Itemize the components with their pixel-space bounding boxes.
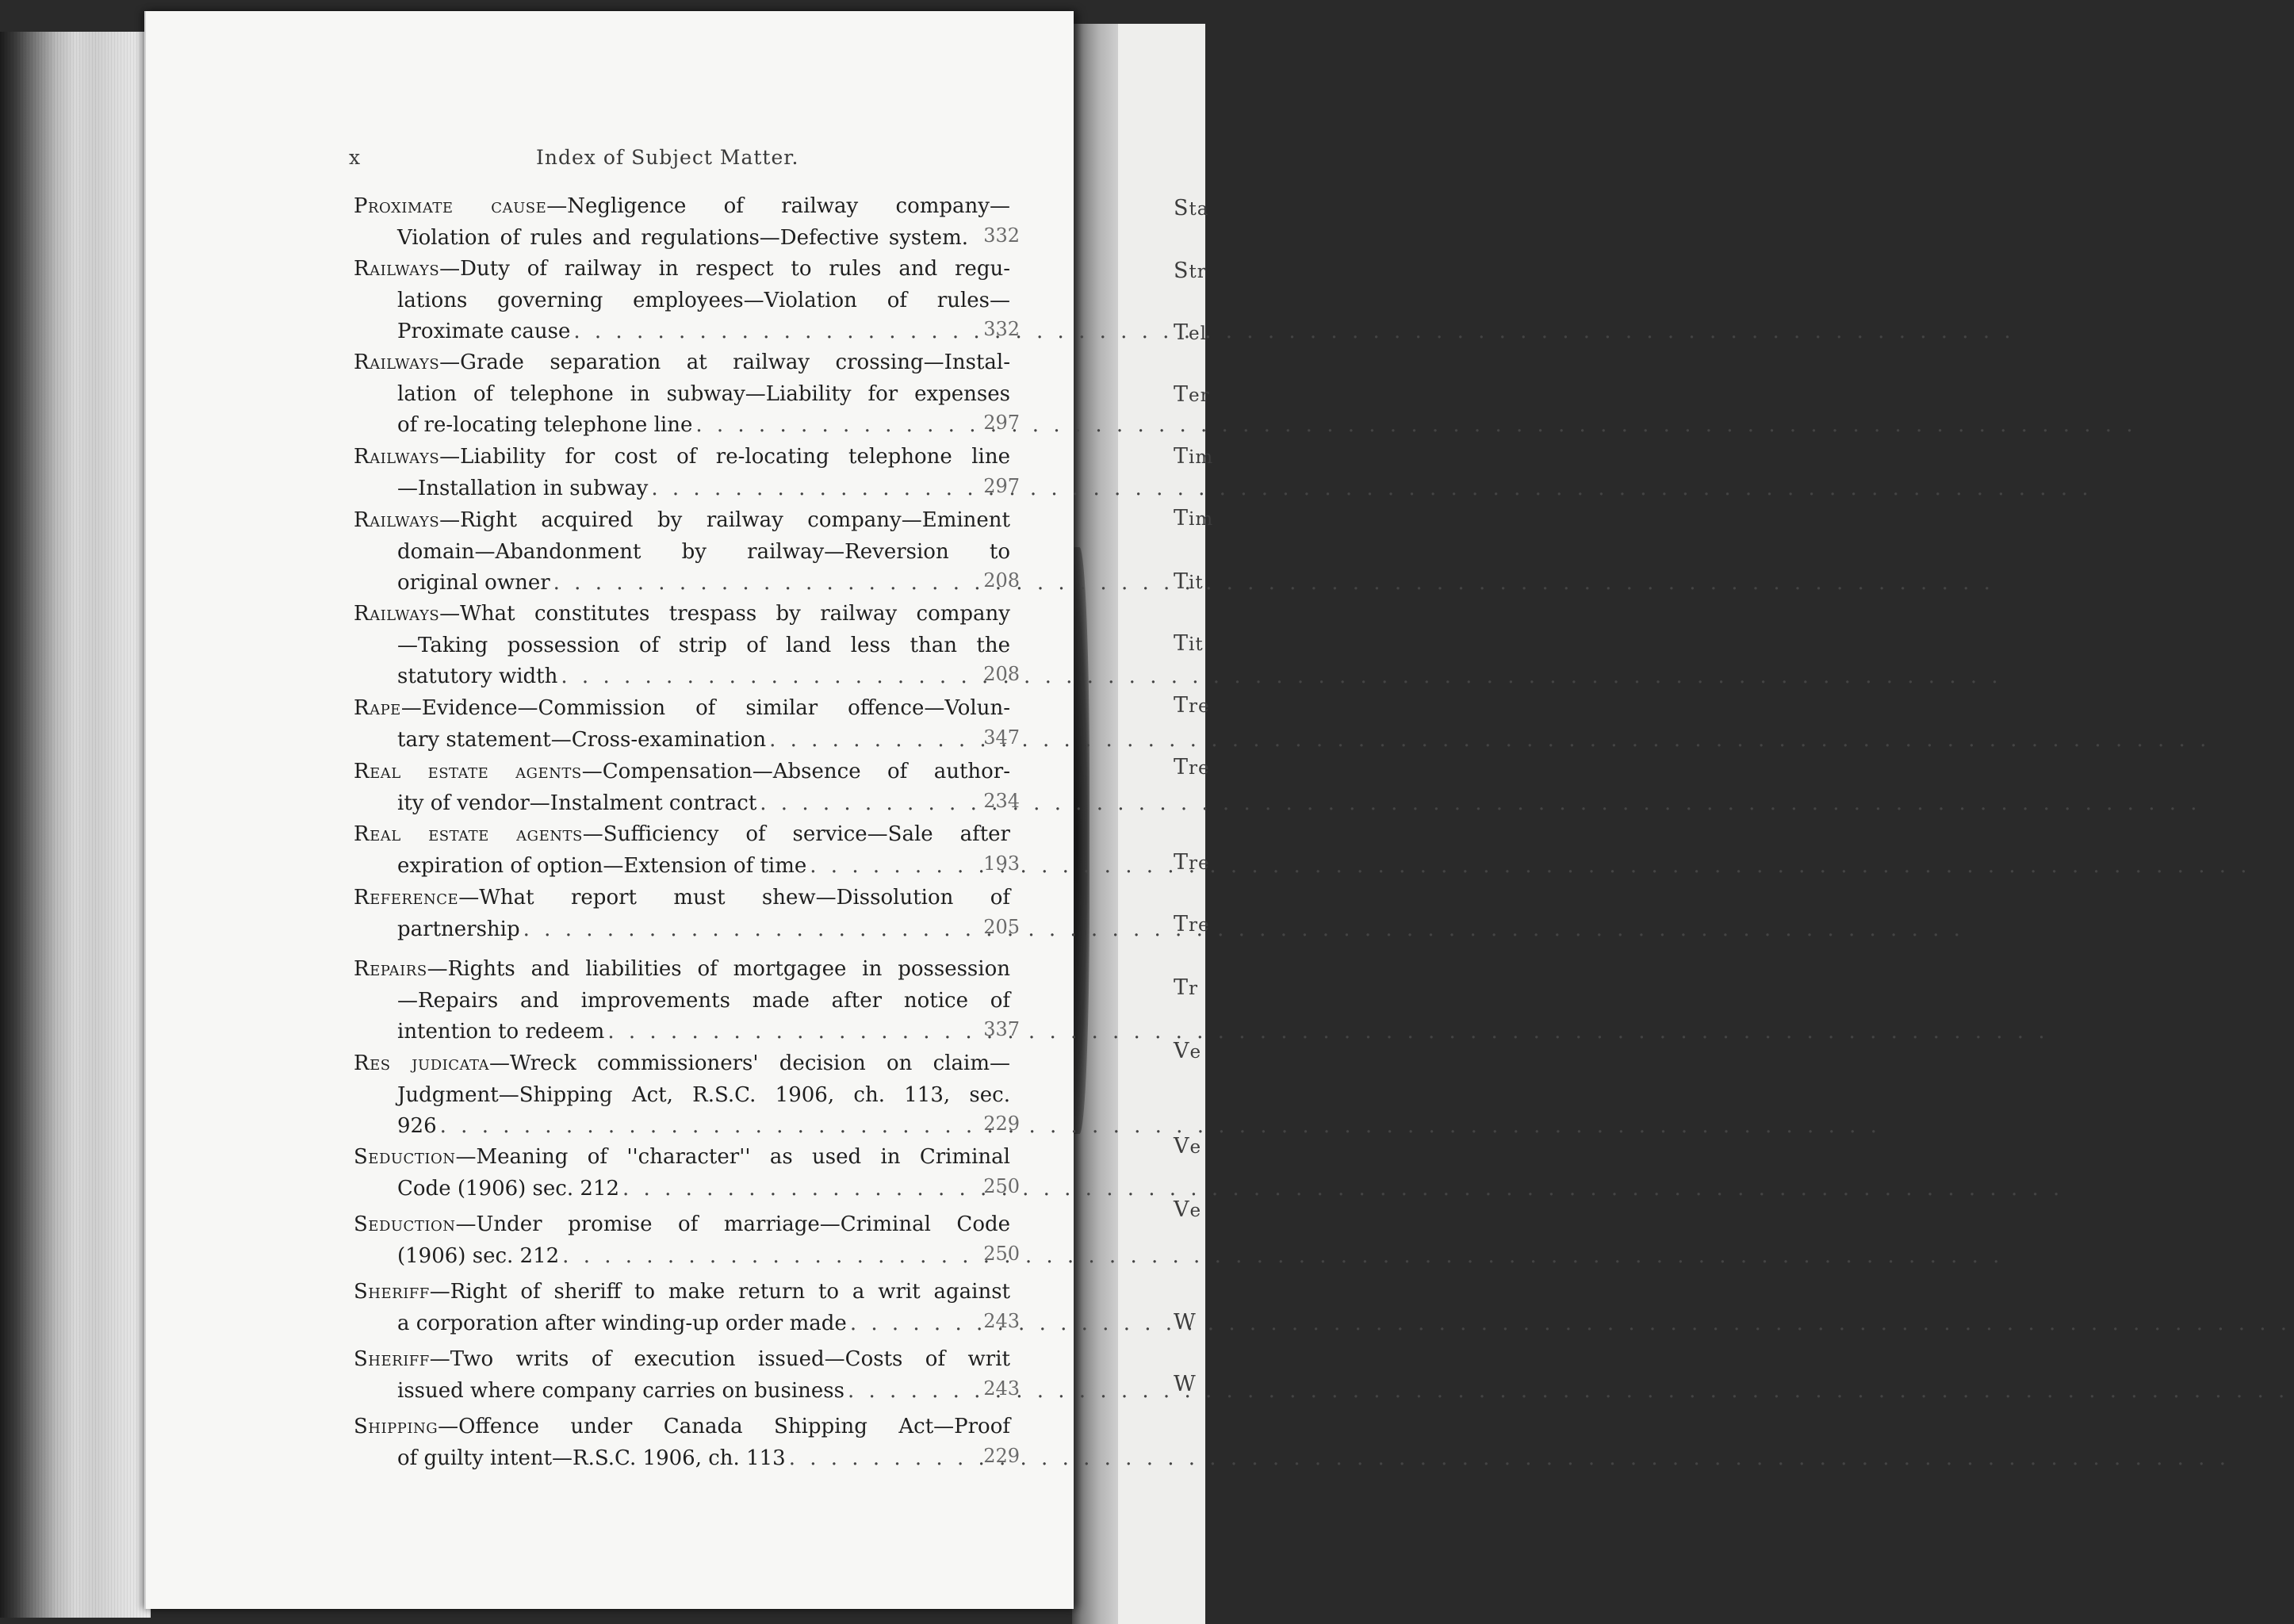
folio-number: x	[349, 146, 361, 169]
index-entry	[354, 1142, 1010, 1205]
index-entry	[354, 442, 1010, 504]
page-reference: 229	[983, 1113, 1020, 1136]
entry-text: —Right of sheriff to make return to a writ against	[429, 1280, 1010, 1304]
entry-line	[354, 599, 1010, 630]
entry-line	[354, 505, 1010, 537]
entry-line	[397, 316, 1010, 348]
entry-keyword: Railways	[354, 445, 440, 469]
entry-line	[397, 223, 968, 255]
entry-text: of re-locating telephone line	[397, 413, 693, 438]
entry-line	[397, 537, 1010, 569]
entry-text: partnership	[397, 917, 520, 941]
facing-page-word: Tre	[1174, 912, 1210, 936]
dot-leader	[559, 1241, 2006, 1273]
dot-leader	[604, 1017, 2051, 1048]
facing-page-word: Ve	[1174, 1134, 1202, 1159]
index-entry	[354, 347, 1010, 442]
facing-page-word: Ve	[1174, 1197, 1202, 1222]
entry-keyword: Seduction	[354, 1212, 456, 1236]
entry-keyword: Real estate agents	[354, 760, 582, 783]
entry-line	[397, 1376, 1010, 1408]
facing-page-word: Tit	[1174, 569, 1204, 594]
entry-text: (1906) sec. 212	[397, 1243, 560, 1268]
index-entry	[354, 1209, 1010, 1272]
entry-text: tary statement—Cross-examination	[397, 727, 767, 752]
facing-page-word: W	[1174, 1372, 1197, 1396]
entry-text: —Installation in subway	[397, 476, 649, 500]
dot-leader	[844, 1376, 2292, 1408]
entry-text: of guilty intent—R.S.C. 1906, ch. 113	[397, 1446, 786, 1470]
dot-leader	[619, 1174, 2066, 1205]
index-entry	[354, 883, 1010, 945]
entry-keyword: Real estate agents	[354, 822, 583, 846]
index-entry	[354, 505, 1010, 599]
facing-page-word: Tre	[1174, 693, 1210, 718]
entry-line	[354, 1277, 1010, 1308]
facing-page-word: Tim	[1174, 506, 1214, 530]
page-reference: 250	[983, 1174, 1020, 1197]
entry-line	[354, 819, 1010, 851]
dot-leader	[847, 1308, 2294, 1340]
entry-keyword: Proximate cause	[354, 194, 547, 218]
entry-line	[397, 568, 1010, 599]
page-reference: 208	[983, 569, 1020, 592]
entry-line	[397, 630, 1010, 662]
index-entry	[354, 1048, 1010, 1143]
page-reference: 347	[983, 726, 1020, 749]
index-entry	[354, 1411, 1010, 1474]
entry-keyword: Rape	[354, 696, 401, 720]
index-entry	[354, 599, 1010, 693]
page-reference: 208	[983, 663, 1020, 686]
page-reference: 205	[983, 915, 1020, 938]
entry-keyword: Sheriff	[354, 1280, 430, 1304]
page-reference: 193	[983, 852, 1020, 875]
entry-text: intention to redeem	[397, 1020, 605, 1044]
entry-line	[354, 1048, 1010, 1080]
entry-text: —What constitutes trespass by railway company	[439, 602, 1010, 626]
index-entry	[354, 693, 1010, 756]
entry-keyword: Railways	[354, 350, 440, 374]
entry-text: —Rights and liabilities of mortgagee in possession	[427, 957, 1010, 981]
dot-leader	[692, 410, 2139, 442]
entry-line	[354, 442, 1010, 473]
entry-keyword: Res judicata	[354, 1051, 490, 1075]
page-reference: 297	[983, 474, 1020, 497]
page-reference: 337	[983, 1018, 1020, 1041]
entry-text: domain—Abandonment by railway—Reversion to	[397, 539, 1010, 564]
facing-page-word: Tre	[1174, 755, 1210, 779]
entry-line	[397, 1308, 1010, 1340]
entry-text: Code (1906) sec. 212	[397, 1176, 620, 1201]
entry-text: —Compensation—Absence of author-	[581, 760, 1010, 783]
dot-leader	[806, 851, 2254, 883]
facing-page-word: W	[1174, 1310, 1197, 1335]
entry-line	[397, 1080, 1010, 1112]
entry-text: original owner	[397, 571, 550, 596]
entry-text: lation of telephone in subway—Liability for expenses	[397, 381, 1010, 406]
entry-text: —What report must shew—Dissolution of	[458, 886, 1010, 910]
entry-text: —Taking possession of strip of land less than the	[397, 633, 1010, 657]
entry-line	[397, 914, 1010, 946]
facing-page-word: Ter	[1174, 382, 1210, 407]
page-reference: 229	[983, 1444, 1020, 1467]
entry-text: lations governing employees—Violation of rules—	[397, 288, 1010, 312]
facing-page-word: Tre	[1174, 850, 1210, 875]
page-edges-left	[0, 32, 151, 1618]
entry-line	[397, 788, 1010, 820]
entry-line	[397, 410, 1010, 442]
entry-line	[354, 191, 1010, 223]
dot-leader	[550, 568, 1997, 599]
entry-line	[354, 254, 1010, 285]
entry-line	[397, 851, 1010, 883]
entry-text: expiration of option—Extension of time	[397, 853, 807, 878]
entry-text: —Repairs and improvements made after notice of	[397, 988, 1010, 1013]
entry-text: —Duty of railway in respect to rules and regu-	[439, 257, 1010, 281]
index-entry	[354, 1277, 1010, 1339]
dot-leader	[557, 661, 2005, 693]
facing-page-word: Tel	[1174, 320, 1207, 345]
entry-text: —Grade separation at railway crossing—Instal-	[439, 350, 1010, 374]
facing-page-word: Str	[1174, 259, 1207, 283]
entry-line	[397, 1111, 1010, 1143]
entry-text: —Two writs of execution issued—Costs of writ	[429, 1347, 1010, 1371]
index-entry	[354, 254, 1010, 348]
entry-line	[354, 347, 1010, 379]
running-head: Index of Subject Matter.	[536, 146, 799, 169]
entry-text: ity of vendor—Instalment contract	[397, 791, 757, 815]
entry-line	[397, 1017, 1010, 1048]
entry-text: —Sufficiency of service—Sale after	[582, 822, 1010, 846]
entry-keyword: Repairs	[354, 957, 427, 981]
entry-text: issued where company carries on business	[397, 1378, 844, 1403]
entry-text: Judgment—Shipping Act, R.S.C. 1906, ch. 113, sec.	[397, 1082, 1010, 1107]
entry-keyword: Sheriff	[354, 1347, 430, 1371]
dot-leader	[756, 788, 2204, 820]
index-entry	[354, 756, 1010, 819]
index-entry	[354, 191, 1010, 254]
dot-leader	[437, 1111, 1884, 1143]
facing-page-word: Tim	[1174, 444, 1214, 469]
page-reference: 243	[983, 1309, 1020, 1332]
entry-line	[397, 661, 1010, 693]
entry-line	[354, 1209, 1010, 1241]
page-reference: 332	[983, 224, 1020, 247]
facing-page-word: Sta	[1174, 196, 1209, 220]
entry-text: statutory width	[397, 665, 558, 689]
entry-line	[397, 1443, 1010, 1475]
entry-text: Violation of rules and regulations—Defective system.	[397, 225, 968, 250]
entry-line	[397, 986, 1010, 1017]
entry-line	[354, 693, 1010, 725]
entry-text: —Negligence of railway company—	[546, 194, 1010, 218]
entry-line	[397, 379, 1010, 411]
page-reference: 234	[983, 789, 1020, 812]
entry-line	[397, 725, 1010, 756]
facing-page-word: Tit	[1174, 631, 1204, 656]
entry-keyword: Shipping	[354, 1415, 439, 1438]
entry-text: —Liability for cost of re-locating telephone line	[439, 445, 1010, 469]
dot-leader	[648, 473, 2095, 505]
dot-leader	[570, 316, 2017, 348]
entry-line	[354, 756, 1010, 788]
entry-keyword: Railways	[354, 602, 440, 626]
entry-text: —Meaning of ''character'' as used in Criminal	[455, 1145, 1010, 1169]
entry-text: —Evidence—Commission of similar offence—Volun-	[400, 696, 1010, 720]
entry-text: Proximate cause	[397, 320, 571, 344]
entry-keyword: Railways	[354, 257, 440, 281]
entry-line	[354, 954, 1010, 986]
entry-text: 926	[397, 1114, 437, 1139]
entry-line	[354, 1344, 1010, 1376]
entry-line	[354, 1411, 1010, 1443]
index-entry	[354, 1344, 1010, 1407]
index-entry	[354, 819, 1010, 882]
entry-text: —Right acquired by railway company—Eminent	[439, 508, 1010, 532]
entry-keyword: Reference	[354, 886, 459, 910]
entry-line	[397, 1174, 1010, 1205]
index-entry	[354, 954, 1010, 1048]
facing-page-word: Tr	[1174, 975, 1199, 1000]
entry-keyword: Railways	[354, 508, 440, 532]
page-reference: 243	[983, 1377, 1020, 1400]
facing-page-word: Ve	[1174, 1039, 1202, 1063]
page-reference: 332	[983, 318, 1020, 341]
entry-keyword: Seduction	[354, 1145, 456, 1169]
entry-text: —Offence under Canada Shipping Act—Proof	[438, 1415, 1010, 1438]
entry-line	[397, 473, 1010, 505]
page-reference: 297	[983, 412, 1020, 435]
page-reference: 250	[983, 1242, 1020, 1265]
entry-line	[397, 285, 1010, 317]
entry-line	[354, 883, 1010, 914]
entry-text: —Wreck commissioners' decision on claim—	[489, 1051, 1011, 1075]
entry-text: a corporation after winding-up order made	[397, 1311, 847, 1335]
entry-text: —Under promise of marriage—Criminal Code	[455, 1212, 1010, 1236]
entry-line	[397, 1241, 1010, 1273]
entry-line	[354, 1142, 1010, 1174]
dot-leader	[520, 914, 1967, 946]
